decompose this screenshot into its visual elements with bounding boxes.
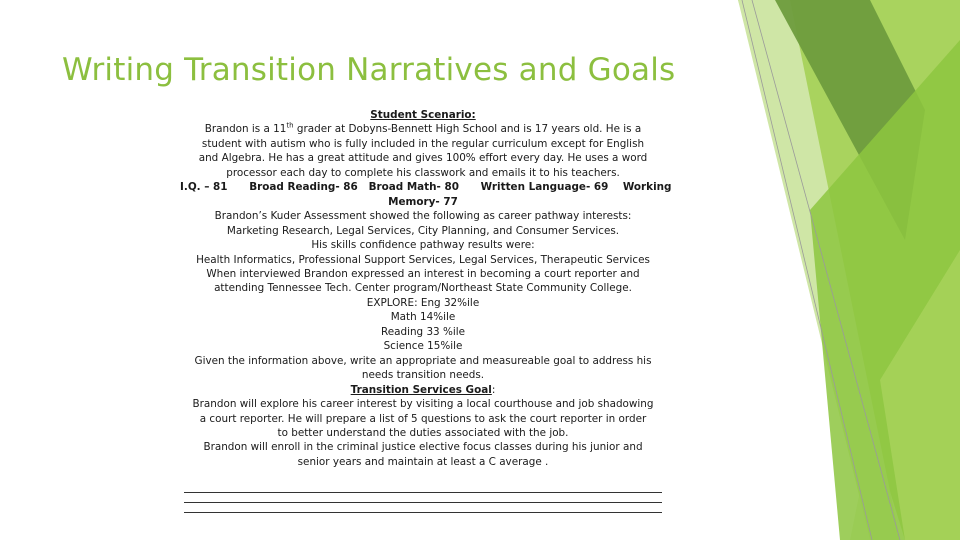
kuder-line: Health Informatics, Professional Support Services, Legal Services, Therapeutic Services [196, 253, 650, 266]
scenario-text [180, 108, 672, 513]
goal-line: Brandon will enroll in the criminal justice elective focus classes during his junior and [203, 441, 643, 454]
scores-line-2: Memory- 77 [388, 195, 458, 208]
answer-blank-line [184, 483, 662, 493]
answer-blank-line [184, 493, 662, 503]
intro-text-b: grader at Dobyns-Bennett High School and is 17 years old. He is a [293, 123, 642, 136]
scores-line: I.Q. – 81 Broad Reading- 86 Broad Math- 80 Written Language- 69 Working [180, 181, 672, 194]
prompt-line: Given the information above, write an appropriate and measureable goal to address his [194, 354, 652, 367]
spacer [180, 469, 666, 483]
explore-line: Reading 33 %ile [380, 325, 466, 338]
goal-heading-colon: : [491, 383, 496, 396]
goal-heading-line [180, 383, 666, 397]
slide-title: Writing Transition Narratives and Goals [62, 52, 676, 88]
intro-text-a: Brandon is a 11 [204, 123, 287, 136]
kuder-line: His skills confidence pathway results were: [311, 239, 535, 252]
kuder-line: Brandon’s Kuder Assessment showed the following as career pathway interests: [214, 210, 632, 223]
kuder-line: attending Tennessee Tech. Center program/Northeast State Community College. [214, 282, 632, 295]
goal-heading: Transition Services Goal [350, 383, 492, 396]
body-line: processor each day to complete his classwork and emails it to his teachers. [226, 166, 620, 179]
kuder-line: When interviewed Brandon expressed an interest in becoming a court reporter and [206, 267, 640, 280]
goal-line: to better understand the duties associated with the job. [277, 426, 569, 439]
goal-line: senior years and maintain at least a C average . [297, 455, 549, 468]
kuder-line: Marketing Research, Legal Services, City Planning, and Consumer Services. [226, 224, 620, 237]
body-line: and Algebra. He has a great attitude and gives 100% effort every day. He uses a word [198, 152, 648, 165]
explore-line: Math 14%ile [390, 311, 456, 324]
explore-line: EXPLORE: Eng 32%ile [366, 296, 480, 309]
scenario-heading: Student Scenario: [370, 109, 476, 121]
goal-line: a court reporter. He will prepare a list of 5 questions to ask the court reporter in order [199, 412, 647, 425]
answer-blank-line [184, 503, 662, 513]
intro-line [180, 122, 666, 136]
body-line: student with autism who is fully included in the regular curriculum except for English [201, 137, 645, 150]
prompt-line: needs transition needs. [361, 369, 485, 382]
goal-line: Brandon will explore his career interest by visiting a local courthouse and job shadowing [192, 398, 654, 411]
intro-superscript: th [286, 121, 294, 130]
explore-line: Science 15%ile [383, 340, 463, 353]
